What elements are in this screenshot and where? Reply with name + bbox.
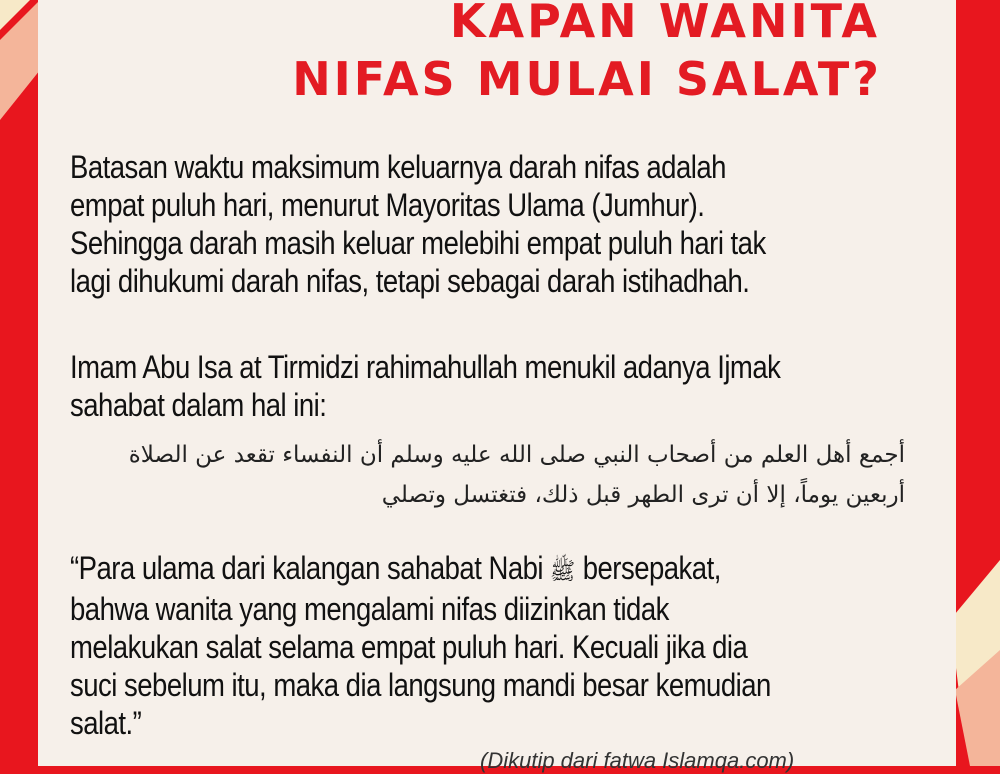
paragraph-line: sahabat dalam hal ini: <box>70 387 327 423</box>
quote-text: bersepakat, <box>582 550 721 586</box>
paragraph-line: empat puluh hari, menurut Mayoritas Ulama (Jumhur). <box>70 187 705 223</box>
paragraph-line: Imam Abu Isa at Tirmidzi rahimahullah menukil adanya Ijmak <box>70 349 781 385</box>
paragraph-line: Batasan waktu maksimum keluarnya darah nifas adalah <box>70 149 726 185</box>
paragraph-line: Sehingga darah masih keluar melebihi empat puluh hari tak <box>70 225 766 261</box>
paragraph-line: suci sebelum itu, maka dia langsung mandi besar kemudian <box>70 667 771 703</box>
page-title <box>292 0 882 106</box>
paragraph-line <box>70 549 900 590</box>
paragraph-line: bahwa wanita yang mengalami nifas diizinkan tidak <box>70 591 669 627</box>
translation-quote <box>70 549 900 742</box>
paragraph-line: melakukan salat selama empat puluh hari. Kecuali jika dia <box>70 629 748 665</box>
paragraph-line: lagi dihukumi darah nifas, tetapi sebagai darah istihadhah. <box>70 263 750 299</box>
title-line-1: KAPAN WANITA <box>449 0 880 48</box>
title-line-2: NIFAS MULAI SALAT? <box>292 52 882 106</box>
arabic-quote <box>75 435 905 515</box>
paragraph-2 <box>70 348 900 424</box>
arabic-line: أجمع أهل العلم من أصحاب النبي صلى الله عليه وسلم أن النفساء تقعد عن الصلاة <box>128 442 905 468</box>
salawat-glyph: ﷺ <box>550 557 576 585</box>
arabic-line: أربعين يوماً، إلا أن ترى الطهر قبل ذلك، فتغتسل وتصلي <box>381 482 905 508</box>
paragraph-1 <box>70 148 900 300</box>
paragraph-line: salat.” <box>70 705 142 741</box>
quote-text: “Para ulama dari kalangan sahabat Nabi <box>70 550 543 586</box>
source-citation: (Dikutip dari fatwa Islamqa.com) <box>480 748 795 773</box>
